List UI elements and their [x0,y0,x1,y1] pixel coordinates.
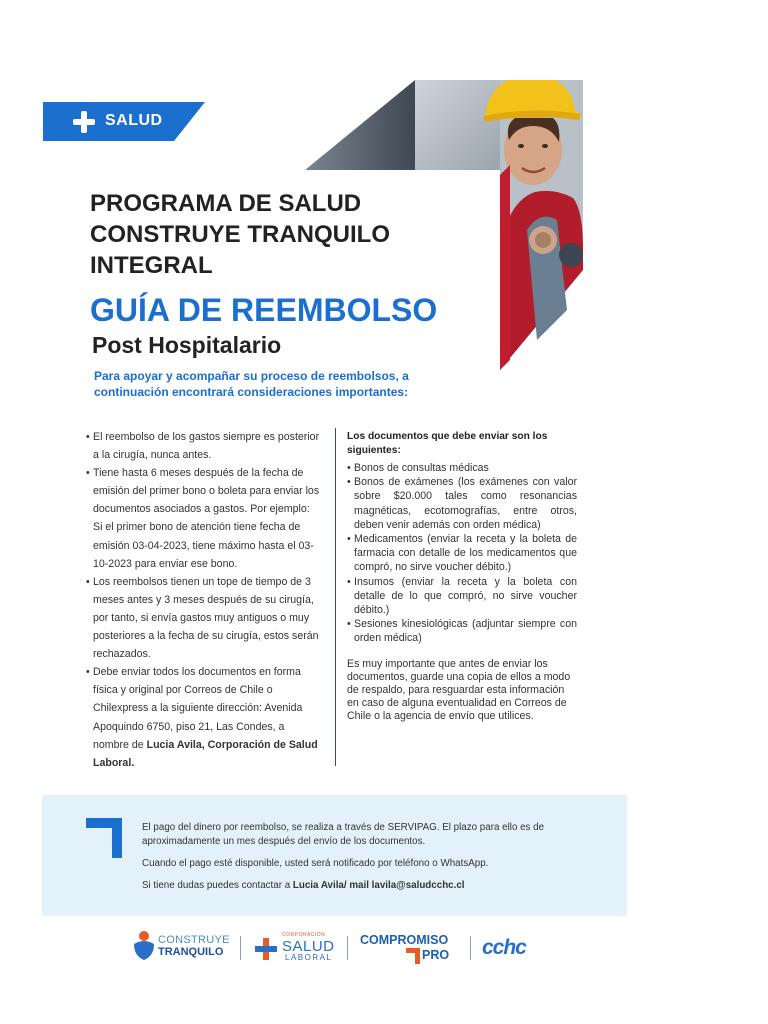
heart-hand-icon [132,930,156,960]
intro-line: Para apoyar y acompañar su proceso de reembolsos, a [94,369,409,383]
intro-line: continuación encontrará consideraciones importantes: [94,385,409,399]
footer-logos [130,928,570,968]
contact-email: Lucia Avila/ mail lavila@saludcchc.cl [292,880,465,891]
list-item: • El reembolso de los gastos siempre es posterior a la cirugía, nunca antes. [86,428,320,464]
intro-text [94,368,434,400]
payment-info-box [42,795,627,916]
title-line: CONSTRUYE TRANQUILO [90,221,390,248]
plus-icon [255,938,277,960]
salud-laboral-logo [255,932,340,964]
salud-badge [43,102,205,141]
notification-paragraph: Cuando el pago esté disponible, usted será notificado por teléfono o WhatsApp. [142,858,489,869]
construye-text: CONSTRUYE [158,934,230,946]
logo-separator [240,936,241,960]
payment-info-text [142,821,582,901]
guide-title: GUÍA DE REEMBOLSO [90,292,438,328]
guide-subtitle: Post Hospitalario [92,332,282,358]
title-line: PROGRAMA DE SALUD [90,190,362,217]
payment-paragraph: El pago del dinero por reembolso, se realiza a través de SERVIPAG. El plazo para ello es de aproximadamente un mes después del envío de los documentos. [142,822,545,847]
pro-text: PRO [422,948,450,962]
program-title [90,188,430,281]
conditions-list [86,428,320,772]
list-item: • Debe enviar todos los documentos en forma física y original por Correos de Chile o Chilexpress a la siguiente dirección: Avenida Apoquindo 6750, piso 21, Las Condes, a nombre de Lucia Avila, Corporación de Salud Laboral. [86,663,320,772]
contact-paragraph: Si tiene dudas puedes contactar a Lucia Avila/ mail lavila@saludcchc.cl [142,880,465,891]
logo-separator [470,936,471,960]
compromiso-pro-logo [360,933,460,965]
corner-arrow-icon [86,818,122,858]
documents-list [347,430,577,724]
list-item: • Bonos de consultas médicas [347,461,577,475]
list-item: • Los reembolsos tienen un tope de tiempo de 3 meses antes y 3 meses después de su cirugía, por tanto, si envía gastos muy antiguos o muy posteriores a la fecha de su cirugía, estos serán rechazados. [86,573,320,663]
corporacion-text: CORPORACIÓN [282,932,326,938]
contact-name: Lucia Avila, Corporación de Salud Laboral. [93,738,318,769]
list-item: • Bonos de exámenes (los exámenes con valor sobre $20.000 tales como resonancias magnéticas, ecotomografías, entre otros, deben venir además con orden médica) [347,475,577,532]
list-item: • Insumos (enviar la receta y la boleta con detalle de lo que compró, no sirve voucher débito.) [347,575,577,618]
list-item: • Sesiones kinesiológicas (adjuntar siempre con orden médica) [347,617,577,645]
plus-icon [73,111,95,133]
cchc-logo: cchc [482,936,526,959]
construye-tranquilo-logo [130,928,230,964]
salud-text: SALUD [282,938,335,955]
corner-mark-icon [406,948,420,964]
badge-label: SALUD [105,112,163,129]
column-divider [335,428,336,766]
backup-note: Es muy importante que antes de enviar los documentos, guarde una copia de ellos a modo de respaldo, para resguardar esta información en caso de alguna eventualidad en Correos de Chile o la agencia de envío que utilices. [347,657,571,723]
list-item: • Tiene hasta 6 meses después de la fecha de emisión del primer bono o boleta para enviar los documentos asociados a gastos. Por ejemplo: Si el primer bono de atención tiene fecha de emisión 03-04-2023, tiene máximo hasta el 03-10-2023 para enviar ese bono. [86,464,320,573]
laboral-text: LABORAL [285,953,333,962]
logo-separator [347,936,348,960]
compromiso-text: COMPROMISO [360,933,449,947]
title-line: INTEGRAL [90,252,213,279]
documents-heading: Los documentos que debe enviar son los siguientes: [347,431,548,456]
list-item: • Medicamentos (enviar la receta y la boleta de farmacia con detalle de los medicamentos que compró, no sirve voucher débito.) [347,532,577,575]
tranquilo-text: TRANQUILO [158,946,224,958]
